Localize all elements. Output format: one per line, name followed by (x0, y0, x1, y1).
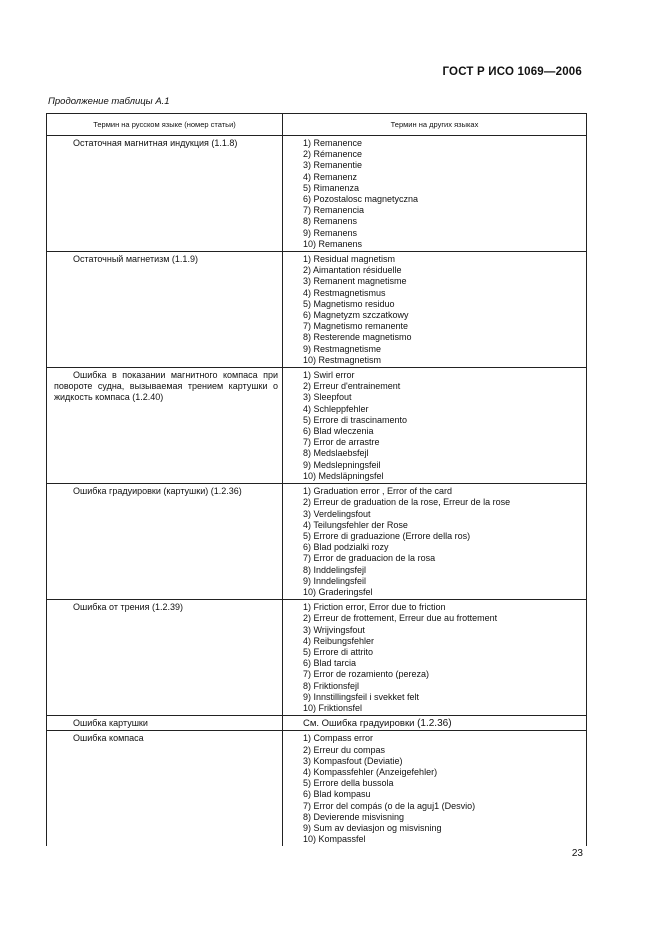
translation-item: 7) Error de arrastre (303, 437, 380, 448)
translation-item: 3) Sleepfout (303, 392, 352, 403)
translation-item: 4) Kompassfehler (Anzeigefehler) (303, 766, 438, 777)
document-header: ГОСТ Р ИСО 1069—2006 (442, 66, 582, 78)
russian-term: Ошибка компаса (47, 731, 283, 847)
terms-table (46, 113, 587, 846)
translation-item: 6) Blad kompasu (303, 789, 371, 800)
translation-item: 8) Remanens (303, 216, 358, 227)
translations-cell (283, 600, 587, 716)
translation-item: 6) Blad podzialki rozy (303, 542, 389, 553)
translation-item: 9) Restmagnetisme (303, 343, 382, 354)
table-row (47, 136, 587, 252)
russian-term: Остаточный магнетизм (1.1.9) (47, 252, 283, 368)
translation-item: 5) Rimanenza (303, 182, 360, 193)
translation-item: 4) Schleppfehler (303, 403, 369, 414)
translation-item: 5) Errore della bussola (303, 778, 394, 789)
translation-item: 1) Remanence (303, 138, 363, 148)
translation-item: 10) Friktionsfel (303, 702, 363, 713)
translation-item: 8) Inddelingsfejl (303, 564, 367, 575)
see-reference-text: См. Ошибка градуировки (303, 718, 415, 730)
translations-cell (283, 484, 587, 600)
translation-item: 7) Error del compás (o de la aguj1 (Desvio) (303, 800, 476, 811)
translation-item: 8) Medslaebsfejl (303, 448, 369, 459)
translation-item: 3) Remanentie (303, 160, 363, 171)
translation-item: 6) Magnetyzm szczatkowy (303, 310, 409, 321)
translation-item: 2) Erreur d'entrainement (303, 381, 401, 392)
translation-item: 1) Graduation error , Error of the card (303, 486, 453, 497)
translation-item: 7) Error de rozamiento (pereza) (303, 669, 430, 680)
russian-term: Ошибка картушки (47, 716, 283, 731)
translation-item: 7) Error de graduacion de la rosa (303, 553, 436, 564)
translation-item: 3) Wrijvingsfout (303, 624, 365, 635)
translation-item: 8) Friktionsfejl (303, 680, 360, 691)
russian-term: Ошибка в показании магнитного компаса при повороте судна, вызываемая трением картушки о жидкость компаса (1.2.40) (47, 368, 283, 484)
translation-item: 1) Compass error (303, 733, 374, 744)
translation-item: 7) Remanencia (303, 205, 365, 216)
table-row (47, 600, 587, 716)
translation-item: 9) Medslepningsfeil (303, 459, 381, 470)
translation-item: 5) Magnetismo residuo (303, 298, 395, 309)
translation-item: 3) Kompasfout (Deviatie) (303, 755, 403, 766)
translation-item: 2) Erreur de graduation de la rose, Erreur de la rose (303, 497, 511, 508)
russian-term: Остаточная магнитная индукция (1.1.8) (47, 136, 283, 252)
column-header-other-languages: Термин на других языках (283, 114, 587, 136)
translation-item: 9) Inndelingsfeil (303, 575, 367, 586)
translation-item: 10) Kompassfel (303, 834, 366, 845)
translation-item: 2) Rémanence (303, 149, 363, 160)
translation-item: 5) Errore di attrito (303, 646, 374, 657)
translation-item: 6) Blad tarcia (303, 658, 357, 669)
table-row (47, 252, 587, 368)
table-row (47, 716, 587, 731)
translation-item: 10) Medsläpningsfel (303, 470, 384, 481)
translation-item: 7) Magnetismo remanente (303, 321, 409, 332)
translation-item: 8) Devierende misvisning (303, 811, 405, 822)
russian-term: Ошибка от трения (1.2.39) (47, 600, 283, 716)
translation-item: 4) Restmagnetismus (303, 287, 386, 298)
translation-item: 1) Residual magnetism (303, 254, 396, 265)
table-header-row (47, 114, 587, 136)
translation-item: 2) Erreur de frottement, Erreur due au frottement (303, 613, 498, 624)
translation-item: 10) Remanens (303, 238, 363, 249)
translation-item: 5) Errore di graduazione (Errore della ros) (303, 530, 471, 541)
translation-item: 2) Aimantation résiduelle (303, 265, 402, 276)
translations-cell (283, 252, 587, 368)
translation-item: 10) Restmagnetism (303, 354, 382, 365)
table-row (47, 731, 587, 847)
column-header-russian: Термин на русском языке (номер статьи) (47, 114, 283, 136)
translation-item: 9) Sum av deviasjon og misvisning (303, 822, 442, 833)
see-reference-number: (1.2.36) (417, 718, 452, 730)
page-number: 23 (571, 848, 583, 859)
translation-item: 9) Remanens (303, 227, 358, 238)
translation-item: 4) Teilungsfehler der Rose (303, 519, 408, 530)
translations-cell (283, 368, 587, 484)
translation-item: 5) Errore di trascinamento (303, 414, 408, 425)
translation-item: 3) Verdelingsfout (303, 508, 371, 519)
translation-item: 4) Remanenz (303, 171, 358, 182)
translation-item: 6) Blad wleczenia (303, 426, 374, 437)
translation-item: 1) Friction error, Error due to friction (303, 602, 446, 613)
translation-item: 8) Resterende magnetismo (303, 332, 412, 343)
translation-item: 3) Remanent magnetisme (303, 276, 407, 287)
translations-cell (283, 136, 587, 252)
russian-term: Ошибка градуировки (картушки) (1.2.36) (47, 484, 283, 600)
table-row (47, 368, 587, 484)
translations-cell (283, 731, 587, 847)
see-reference-cell (283, 716, 587, 731)
table-row (47, 484, 587, 600)
translation-item: 10) Graderingsfel (303, 586, 373, 597)
translation-item: 2) Erreur du compas (303, 744, 386, 755)
translation-item: 9) Innstillingsfeil i svekket felt (303, 691, 420, 702)
translation-item: 4) Reibungsfehler (303, 635, 375, 646)
translation-item: 1) Swirl error (303, 370, 355, 381)
table-continuation-caption: Продолжение таблицы А.1 (48, 96, 170, 107)
translation-item: 6) Pozostalosc magnetyczna (303, 194, 419, 205)
